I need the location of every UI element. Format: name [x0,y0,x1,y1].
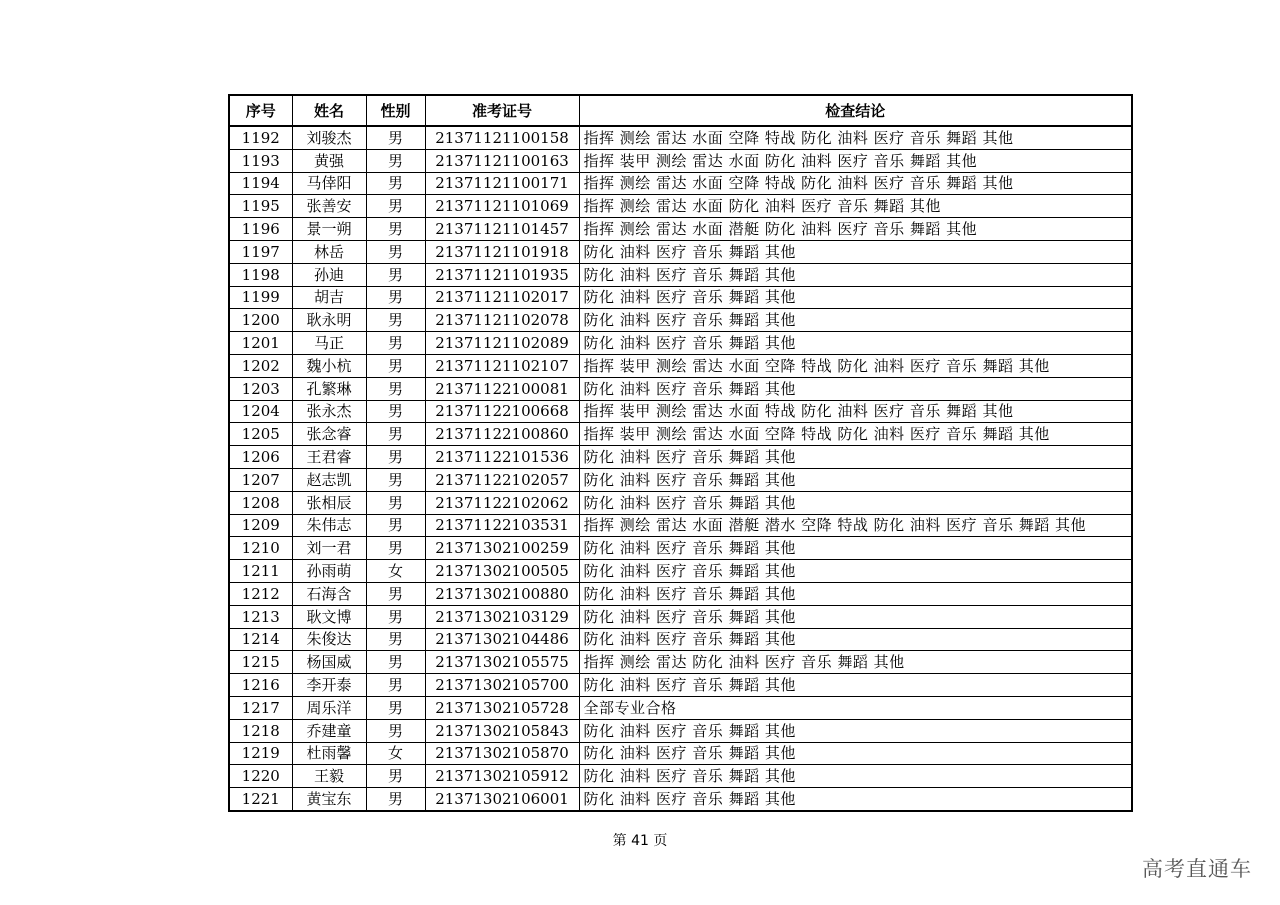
table-row [229,149,1132,172]
cell-exam-id: 21371302100505 [425,560,579,583]
cell-name: 黄强 [292,149,366,172]
cell-name: 刘骏杰 [292,126,366,149]
cell-name: 孙迪 [292,263,366,286]
watermark: 高考直通车 [1142,857,1252,881]
cell-name: 林岳 [292,240,366,263]
cell-result: 指挥 装甲 测绘 雷达 水面 空降 特战 防化 油料 医疗 音乐 舞蹈 其他 [579,354,1132,377]
cell-result: 防化 油料 医疗 音乐 舞蹈 其他 [579,628,1132,651]
cell-name: 耿文博 [292,605,366,628]
cell-sex: 男 [366,582,425,605]
table-row [229,514,1132,537]
cell-exam-id: 21371302105843 [425,719,579,742]
cell-exam-id: 21371122101536 [425,446,579,469]
table-row [229,218,1132,241]
cell-sex: 男 [366,263,425,286]
table-body [229,126,1132,811]
cell-name: 石海含 [292,582,366,605]
cell-name: 朱俊达 [292,628,366,651]
header-serial: 序号 [229,95,292,126]
cell-serial: 1211 [229,560,292,583]
table-row [229,172,1132,195]
cell-result: 防化 油料 医疗 音乐 舞蹈 其他 [579,377,1132,400]
cell-exam-id: 21371302100259 [425,537,579,560]
cell-result: 防化 油料 医疗 音乐 舞蹈 其他 [579,605,1132,628]
cell-result: 指挥 测绘 雷达 水面 空降 特战 防化 油料 医疗 音乐 舞蹈 其他 [579,172,1132,195]
cell-serial: 1198 [229,263,292,286]
table-row [229,788,1132,811]
page-number: 第 41 页 [612,833,668,849]
cell-exam-id: 21371122102062 [425,491,579,514]
cell-result: 防化 油料 医疗 音乐 舞蹈 其他 [579,491,1132,514]
cell-exam-id: 21371302104486 [425,628,579,651]
header-exam-id: 准考证号 [425,95,579,126]
cell-exam-id: 21371122100081 [425,377,579,400]
cell-exam-id: 21371121100163 [425,149,579,172]
cell-sex: 女 [366,742,425,765]
cell-result: 全部专业合格 [579,696,1132,719]
cell-sex: 男 [366,514,425,537]
cell-result: 防化 油料 医疗 音乐 舞蹈 其他 [579,582,1132,605]
cell-sex: 男 [366,674,425,697]
cell-serial: 1193 [229,149,292,172]
cell-result: 指挥 装甲 测绘 雷达 水面 防化 油料 医疗 音乐 舞蹈 其他 [579,149,1132,172]
cell-serial: 1197 [229,240,292,263]
cell-name: 张相辰 [292,491,366,514]
cell-sex: 男 [366,126,425,149]
cell-serial: 1206 [229,446,292,469]
table-row [229,674,1132,697]
cell-sex: 男 [366,765,425,788]
cell-result: 防化 油料 医疗 音乐 舞蹈 其他 [579,719,1132,742]
cell-name: 乔建童 [292,719,366,742]
cell-name: 黄宝东 [292,788,366,811]
table-row [229,628,1132,651]
cell-sex: 男 [366,172,425,195]
table-row [229,354,1132,377]
cell-exam-id: 21371121102107 [425,354,579,377]
table-row [229,240,1132,263]
cell-sex: 男 [366,354,425,377]
cell-name: 王君睿 [292,446,366,469]
cell-exam-id: 21371302106001 [425,788,579,811]
results-table [228,94,1133,812]
cell-result: 防化 油料 医疗 音乐 舞蹈 其他 [579,788,1132,811]
cell-result: 指挥 装甲 测绘 雷达 水面 空降 特战 防化 油料 医疗 音乐 舞蹈 其他 [579,423,1132,446]
cell-result: 指挥 测绘 雷达 水面 防化 油料 医疗 音乐 舞蹈 其他 [579,195,1132,218]
cell-name: 张善安 [292,195,366,218]
cell-exam-id: 21371122102057 [425,468,579,491]
cell-result: 防化 油料 医疗 音乐 舞蹈 其他 [579,537,1132,560]
cell-name: 王毅 [292,765,366,788]
cell-serial: 1207 [229,468,292,491]
cell-sex: 男 [366,719,425,742]
table-row [229,126,1132,149]
cell-serial: 1208 [229,491,292,514]
table-row [229,719,1132,742]
cell-serial: 1199 [229,286,292,309]
cell-exam-id: 21371121100171 [425,172,579,195]
cell-sex: 男 [366,423,425,446]
header-name: 姓名 [292,95,366,126]
table-row [229,423,1132,446]
cell-result: 防化 油料 医疗 音乐 舞蹈 其他 [579,468,1132,491]
table-row [229,605,1132,628]
cell-exam-id: 21371121101457 [425,218,579,241]
cell-result: 指挥 测绘 雷达 防化 油料 医疗 音乐 舞蹈 其他 [579,651,1132,674]
cell-exam-id: 21371302100880 [425,582,579,605]
cell-serial: 1195 [229,195,292,218]
cell-serial: 1213 [229,605,292,628]
header-sex: 性别 [366,95,425,126]
table-row [229,491,1132,514]
cell-sex: 男 [366,400,425,423]
cell-serial: 1217 [229,696,292,719]
cell-sex: 男 [366,149,425,172]
cell-name: 景一朔 [292,218,366,241]
cell-sex: 男 [366,468,425,491]
cell-sex: 男 [366,332,425,355]
cell-serial: 1215 [229,651,292,674]
cell-exam-id: 21371122103531 [425,514,579,537]
cell-sex: 女 [366,560,425,583]
cell-exam-id: 21371122100668 [425,400,579,423]
cell-name: 胡吉 [292,286,366,309]
cell-sex: 男 [366,195,425,218]
cell-exam-id: 21371302105912 [425,765,579,788]
cell-result: 防化 油料 医疗 音乐 舞蹈 其他 [579,446,1132,469]
table-row [229,651,1132,674]
cell-name: 杨国威 [292,651,366,674]
cell-exam-id: 21371121101918 [425,240,579,263]
cell-exam-id: 21371302105728 [425,696,579,719]
cell-result: 防化 油料 医疗 音乐 舞蹈 其他 [579,742,1132,765]
cell-serial: 1194 [229,172,292,195]
cell-serial: 1212 [229,582,292,605]
cell-serial: 1216 [229,674,292,697]
table-row [229,263,1132,286]
cell-exam-id: 21371302105700 [425,674,579,697]
cell-exam-id: 21371121100158 [425,126,579,149]
table-row [229,400,1132,423]
cell-result: 防化 油料 医疗 音乐 舞蹈 其他 [579,309,1132,332]
cell-serial: 1204 [229,400,292,423]
table-header [229,95,1132,126]
cell-result: 防化 油料 医疗 音乐 舞蹈 其他 [579,332,1132,355]
cell-name: 耿永明 [292,309,366,332]
cell-serial: 1219 [229,742,292,765]
cell-sex: 男 [366,377,425,400]
cell-exam-id: 21371302105870 [425,742,579,765]
cell-result: 防化 油料 医疗 音乐 舞蹈 其他 [579,263,1132,286]
table-row [229,582,1132,605]
cell-sex: 男 [366,651,425,674]
cell-name: 魏小杭 [292,354,366,377]
cell-sex: 男 [366,218,425,241]
table-row [229,468,1132,491]
table-row [229,377,1132,400]
cell-result: 指挥 测绘 雷达 水面 潜艇 潜水 空降 特战 防化 油料 医疗 音乐 舞蹈 其他 [579,514,1132,537]
table-row [229,696,1132,719]
cell-sex: 男 [366,788,425,811]
cell-name: 李开泰 [292,674,366,697]
cell-name: 马正 [292,332,366,355]
cell-serial: 1200 [229,309,292,332]
cell-exam-id: 21371121101935 [425,263,579,286]
cell-result: 防化 油料 医疗 音乐 舞蹈 其他 [579,674,1132,697]
table-row [229,537,1132,560]
cell-serial: 1218 [229,719,292,742]
cell-sex: 男 [366,446,425,469]
cell-name: 朱伟志 [292,514,366,537]
cell-sex: 男 [366,696,425,719]
cell-serial: 1209 [229,514,292,537]
cell-name: 孔繁琳 [292,377,366,400]
cell-result: 防化 油料 医疗 音乐 舞蹈 其他 [579,286,1132,309]
cell-name: 张永杰 [292,400,366,423]
cell-serial: 1221 [229,788,292,811]
cell-result: 指挥 测绘 雷达 水面 空降 特战 防化 油料 医疗 音乐 舞蹈 其他 [579,126,1132,149]
cell-serial: 1201 [229,332,292,355]
cell-sex: 男 [366,240,425,263]
cell-serial: 1192 [229,126,292,149]
cell-serial: 1196 [229,218,292,241]
cell-serial: 1202 [229,354,292,377]
cell-exam-id: 21371121102017 [425,286,579,309]
cell-sex: 男 [366,286,425,309]
table-row [229,286,1132,309]
cell-exam-id: 21371302105575 [425,651,579,674]
table-row [229,309,1132,332]
header-row [229,95,1132,126]
cell-serial: 1214 [229,628,292,651]
cell-result: 指挥 测绘 雷达 水面 潜艇 防化 油料 医疗 音乐 舞蹈 其他 [579,218,1132,241]
cell-name: 周乐洋 [292,696,366,719]
cell-sex: 男 [366,309,425,332]
cell-result: 指挥 装甲 测绘 雷达 水面 特战 防化 油料 医疗 音乐 舞蹈 其他 [579,400,1132,423]
cell-exam-id: 21371121102078 [425,309,579,332]
cell-serial: 1205 [229,423,292,446]
cell-serial: 1203 [229,377,292,400]
cell-exam-id: 21371122100860 [425,423,579,446]
header-result: 检查结论 [579,95,1132,126]
table-row [229,446,1132,469]
cell-name: 孙雨萌 [292,560,366,583]
cell-serial: 1210 [229,537,292,560]
table-row [229,332,1132,355]
table-row [229,742,1132,765]
cell-serial: 1220 [229,765,292,788]
table-row [229,195,1132,218]
cell-sex: 男 [366,605,425,628]
cell-name: 杜雨馨 [292,742,366,765]
cell-name: 刘一君 [292,537,366,560]
cell-name: 张念睿 [292,423,366,446]
cell-name: 马倖阳 [292,172,366,195]
cell-name: 赵志凯 [292,468,366,491]
table-row [229,765,1132,788]
cell-sex: 男 [366,628,425,651]
table-row [229,560,1132,583]
cell-result: 防化 油料 医疗 音乐 舞蹈 其他 [579,765,1132,788]
cell-exam-id: 21371302103129 [425,605,579,628]
cell-exam-id: 21371121101069 [425,195,579,218]
cell-sex: 男 [366,491,425,514]
cell-exam-id: 21371121102089 [425,332,579,355]
cell-result: 防化 油料 医疗 音乐 舞蹈 其他 [579,240,1132,263]
cell-result: 防化 油料 医疗 音乐 舞蹈 其他 [579,560,1132,583]
cell-sex: 男 [366,537,425,560]
